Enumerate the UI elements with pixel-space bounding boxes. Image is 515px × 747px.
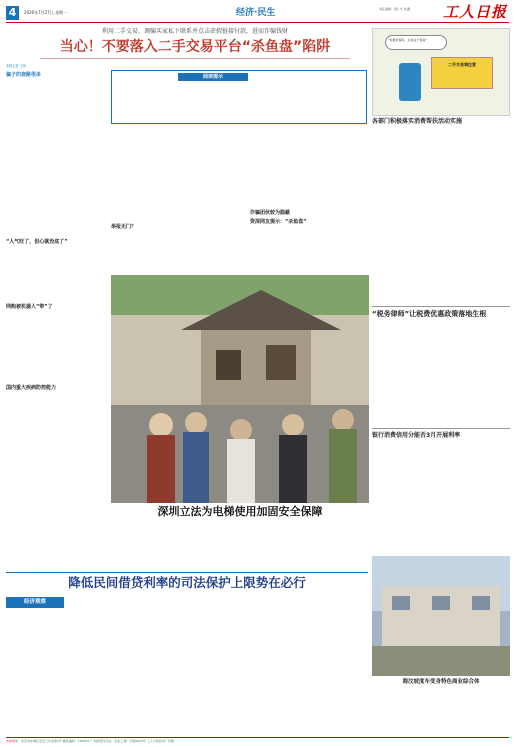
news-photo (111, 275, 369, 503)
cartoon-speech-bubble: “你要退保吗，点我这个链接” (385, 35, 447, 50)
building-scene (372, 556, 510, 676)
right-headline-1: 各部门积极落实消费帮扶活动实施 (372, 118, 463, 125)
photo-scene (111, 275, 369, 503)
masthead (6, 3, 509, 23)
subhead-1: 骗子的套路很多 (6, 71, 42, 78)
lead-kicker: 利用二手交易、调骗买家私下联系并点击虚假链接付款，进而诈骗钱财 (101, 28, 288, 35)
right-divider-1 (372, 306, 510, 307)
newspaper-logo: 工人日报 (442, 3, 507, 21)
highlight-box-title: 阅读提示 (178, 73, 248, 81)
right-headline-2: “税务律师”让税费优惠政策落地生根 (372, 310, 487, 318)
lead-column-3 (250, 120, 368, 228)
phone-icon (399, 63, 421, 101)
headline-rule (40, 58, 350, 59)
subhead-4: 国内重大疾病防控能力 (6, 384, 57, 391)
column-label: 经济观察 (6, 597, 64, 608)
page-footer: 本版地址：北京市东城区安定门外北里1号 邮政编码：100011 广告经营许可证：京东工商广字第0047号 工人日报社印厂印刷 (6, 737, 509, 745)
lead-headline: 当心！不要落入二手交易平台“杀鱼盘”陷阱 (59, 39, 331, 55)
right-photo (372, 556, 510, 676)
bottom-headline: 降低民间借贷利率的司法保护上限势在必行 (68, 575, 306, 590)
subhead-3: 网购被机器人“带”了 (6, 303, 53, 310)
issue-date: 2020年7月27日 星期一 (24, 10, 68, 15)
cartoon-illustration (372, 28, 510, 116)
subhead-2: “人气旺了，但心就没底了” (6, 238, 68, 245)
editor-credit: 责任编辑：胡仁巧 杜鑫 (379, 7, 410, 11)
page-number: 4 (6, 6, 19, 20)
subhead-5: 诈骗团伙较为隐蔽 (250, 210, 291, 216)
lead-column-1 (6, 64, 106, 394)
byline: 本报记者 王伟 (6, 64, 27, 68)
subhead-6: 资深网友提示：“杀鱼盘” (250, 219, 307, 225)
right-headline-3: 银行消费信用分能否3月开展利率 (372, 432, 461, 439)
photo-headline: 深圳立法为电梯使用加固安全保障 (157, 505, 323, 518)
right-photo-caption: 海汶坡度车变身特色商业综合体 (402, 679, 480, 685)
section-title: 经济·民生 (236, 8, 276, 18)
bottom-rule (6, 572, 368, 573)
cartoon-sign: 二手交易请注意 (431, 57, 493, 89)
right-divider-2 (372, 428, 510, 429)
lead-column-2 (111, 128, 246, 233)
subhead-7: 举报无门？ (111, 224, 137, 230)
